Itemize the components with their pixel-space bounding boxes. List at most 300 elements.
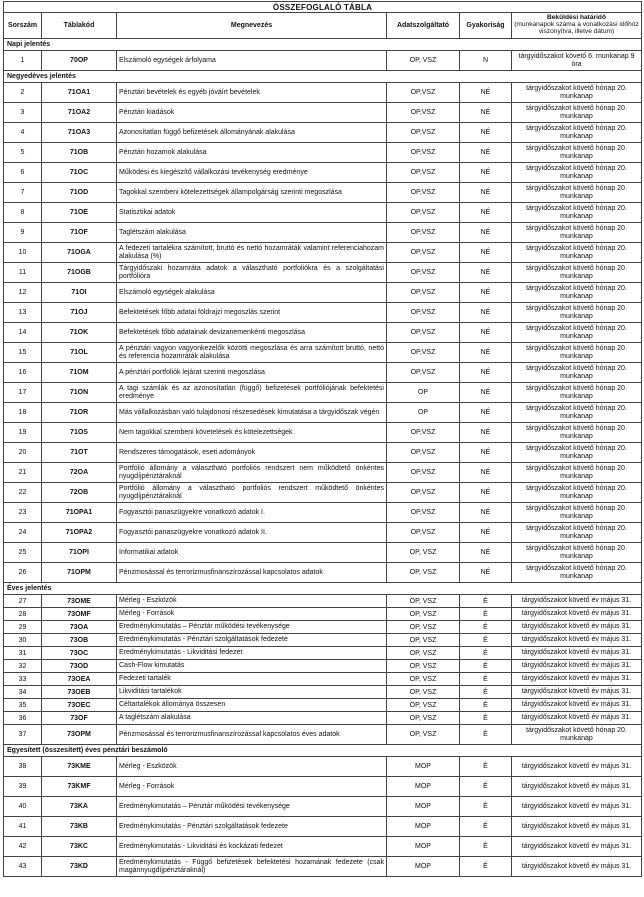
report-name: Fedezeti tartalék — [117, 673, 387, 686]
table-row — [4, 323, 642, 343]
data-provider: OP, VSZ — [387, 673, 460, 686]
table-code: 71OPA2 — [42, 523, 117, 543]
data-provider: OP, VSZ — [387, 543, 460, 563]
frequency: É — [460, 725, 512, 745]
row-number: 1 — [4, 51, 42, 71]
frequency: NÉ — [460, 123, 512, 143]
table-code: 71OK — [42, 323, 117, 343]
table-row — [4, 686, 642, 699]
data-provider: OP,VSZ — [387, 323, 460, 343]
row-number: 20 — [4, 443, 42, 463]
submission-deadline: tárgyidőszakot követő hónap 20. munkanap — [512, 483, 642, 503]
submission-deadline: tárgyidőszakot követő hónap 20. munkanap — [512, 223, 642, 243]
report-name: A fedezeti tartalékra számított, bruttó és nettó hozamráták valamint referenciahozam alakulása (%) — [117, 243, 387, 263]
table-code: 71OS — [42, 423, 117, 443]
row-number: 8 — [4, 203, 42, 223]
table-code: 71OA3 — [42, 123, 117, 143]
report-name: Eredménykimutatás - Pénztári szolgáltatások fedezete — [117, 817, 387, 837]
summary-document — [3, 1, 641, 877]
frequency: É — [460, 777, 512, 797]
data-provider: OP,VSZ — [387, 203, 460, 223]
frequency: É — [460, 837, 512, 857]
submission-deadline: tárgyidőszakot követő év május 31. — [512, 621, 642, 634]
table-row — [4, 699, 642, 712]
table-code: 73OF — [42, 712, 117, 725]
data-provider: OP,VSZ — [387, 143, 460, 163]
submission-deadline: tárgyidőszakot követő év május 31. — [512, 837, 642, 857]
report-name: Céltartalékok állománya összesen — [117, 699, 387, 712]
table-row — [4, 51, 642, 71]
frequency: É — [460, 857, 512, 877]
frequency: N — [460, 51, 512, 71]
data-provider: MOP — [387, 797, 460, 817]
report-name: Elszámoló egységek árfolyama — [117, 51, 387, 71]
submission-deadline: tárgyidőszakot követő év május 31. — [512, 608, 642, 621]
table-body — [4, 39, 642, 877]
data-provider: OP,VSZ — [387, 243, 460, 263]
submission-deadline: tárgyidőszakot követő hónap 20. munkanap — [512, 403, 642, 423]
row-number: 5 — [4, 143, 42, 163]
data-provider: OP, VSZ — [387, 712, 460, 725]
submission-deadline: tárgyidőszakot követő hónap 20. munkanap — [512, 263, 642, 283]
data-provider: OP,VSZ — [387, 303, 460, 323]
table-code: 73OA — [42, 621, 117, 634]
table-code: 71OGA — [42, 243, 117, 263]
report-name: Eredménykimutatás – Pénztár működési tevékenysége — [117, 797, 387, 817]
frequency: É — [460, 660, 512, 673]
frequency: É — [460, 608, 512, 621]
section-title: Egyesített (összesített) éves pénztári beszámoló — [4, 745, 642, 757]
section-title: Éves jelentés — [4, 583, 642, 595]
frequency: NÉ — [460, 383, 512, 403]
data-provider: MOP — [387, 837, 460, 857]
data-provider: OP,VSZ — [387, 83, 460, 103]
row-number: 6 — [4, 163, 42, 183]
row-number: 4 — [4, 123, 42, 143]
submission-deadline: tárgyidőszakot követő év május 31. — [512, 673, 642, 686]
data-provider: OP,VSZ — [387, 423, 460, 443]
frequency: NÉ — [460, 503, 512, 523]
submission-deadline: tárgyidőszakot követő hónap 20. munkanap — [512, 503, 642, 523]
row-number: 38 — [4, 757, 42, 777]
report-name: Rendszeres támogatások, eseti adományok — [117, 443, 387, 463]
table-code: 73OMF — [42, 608, 117, 621]
data-provider: OP,VSZ — [387, 343, 460, 363]
row-number: 39 — [4, 777, 42, 797]
frequency: NÉ — [460, 163, 512, 183]
row-number: 13 — [4, 303, 42, 323]
frequency: NÉ — [460, 183, 512, 203]
table-row — [4, 660, 642, 673]
table-row — [4, 634, 642, 647]
row-number: 40 — [4, 797, 42, 817]
data-provider: OP,VSZ — [387, 363, 460, 383]
table-code: 73OB — [42, 634, 117, 647]
submission-deadline: tárgyidőszakot követő hónap 20. munkanap — [512, 123, 642, 143]
frequency: NÉ — [460, 543, 512, 563]
table-row — [4, 712, 642, 725]
submission-deadline: tárgyidőszakot követő év május 31. — [512, 634, 642, 647]
submission-deadline: tárgyidőszakot követő év május 31. — [512, 595, 642, 608]
submission-deadline: tárgyidőszakot követő hónap 20. munkanap — [512, 523, 642, 543]
submission-deadline: tárgyidőszakot követő hónap 20. munkanap — [512, 323, 642, 343]
table-code: 73KMF — [42, 777, 117, 797]
data-provider: OP, VSZ — [387, 660, 460, 673]
table-row — [4, 103, 642, 123]
data-provider: OP, VSZ — [387, 725, 460, 745]
submission-deadline: tárgyidőszakot követő hónap 20. munkanap — [512, 383, 642, 403]
submission-deadline: tárgyidőszakot követő év május 31. — [512, 777, 642, 797]
frequency: É — [460, 757, 512, 777]
table-code: 73KME — [42, 757, 117, 777]
report-name: Fogyasztói panaszügyekre vonatkozó adatok I. — [117, 503, 387, 523]
data-provider: OP,VSZ — [387, 483, 460, 503]
table-code: 71OE — [42, 203, 117, 223]
section-title: Napi jelentés — [4, 39, 642, 51]
submission-deadline: tárgyidőszakot követő hónap 20. munkanap — [512, 543, 642, 563]
row-number: 3 — [4, 103, 42, 123]
frequency: É — [460, 673, 512, 686]
table-code: 71OB — [42, 143, 117, 163]
table-code: 73KC — [42, 837, 117, 857]
table-row — [4, 363, 642, 383]
table-code: 72OA — [42, 463, 117, 483]
row-number: 2 — [4, 83, 42, 103]
row-number: 7 — [4, 183, 42, 203]
table-row — [4, 263, 642, 283]
table-code: 70OP — [42, 51, 117, 71]
report-name: Pénztári hozamok alakulása — [117, 143, 387, 163]
row-number: 28 — [4, 608, 42, 621]
table-row — [4, 403, 642, 423]
table-row — [4, 647, 642, 660]
report-name: Működési és kiegészítő vállalkozási tevékenység eredménye — [117, 163, 387, 183]
row-number: 37 — [4, 725, 42, 745]
submission-deadline: tárgyidőszakot követő hónap 20. munkanap — [512, 725, 642, 745]
report-name: Pénzmosással és terrorizmusfinanszírozással kapcsolatos adatok — [117, 563, 387, 583]
report-name: Tagokkal szembeni kötelezettségek állampolgárság szerinti megoszlása — [117, 183, 387, 203]
table-code: 71OA1 — [42, 83, 117, 103]
table-row — [4, 223, 642, 243]
report-name: Mérleg - Források — [117, 777, 387, 797]
frequency: É — [460, 712, 512, 725]
section-header-row — [4, 71, 642, 83]
frequency: NÉ — [460, 443, 512, 463]
frequency: NÉ — [460, 423, 512, 443]
table-row — [4, 777, 642, 797]
table-code: 71OR — [42, 403, 117, 423]
submission-deadline: tárgyidőszakot követő év május 31. — [512, 797, 642, 817]
report-name: A pénztári portfoliók lejárat szerinti megoszlása — [117, 363, 387, 383]
row-number: 9 — [4, 223, 42, 243]
row-number: 26 — [4, 563, 42, 583]
data-provider: OP,VSZ — [387, 463, 460, 483]
frequency: NÉ — [460, 323, 512, 343]
col-header-no: Sorszám — [4, 13, 42, 39]
table-title: ÖSSZEFOGLALÓ TÁBLA — [4, 2, 642, 13]
submission-deadline: tárgyidőszakot követő év május 31. — [512, 757, 642, 777]
table-code: 73OEC — [42, 699, 117, 712]
table-row — [4, 757, 642, 777]
data-provider: OP,VSZ — [387, 223, 460, 243]
table-code: 71OPI — [42, 543, 117, 563]
frequency: É — [460, 686, 512, 699]
submission-deadline: tárgyidőszakot követő hónap 20. munkanap — [512, 463, 642, 483]
report-name: Mérleg - Eszközök — [117, 595, 387, 608]
col-header-provider: Adatszolgáltató — [387, 13, 460, 39]
frequency: NÉ — [460, 263, 512, 283]
header-row — [4, 13, 642, 39]
table-row — [4, 621, 642, 634]
frequency: NÉ — [460, 303, 512, 323]
table-code: 73KB — [42, 817, 117, 837]
row-number: 24 — [4, 523, 42, 543]
submission-deadline: tárgyidőszakot követő hónap 20. munkanap — [512, 143, 642, 163]
table-row — [4, 595, 642, 608]
table-row — [4, 563, 642, 583]
row-number: 23 — [4, 503, 42, 523]
report-name: Portfólió állomány a választható portfoliós rendszert működtető önkéntes nyugdíjpénztáraknál — [117, 483, 387, 503]
table-code: 71OL — [42, 343, 117, 363]
row-number: 18 — [4, 403, 42, 423]
row-number: 21 — [4, 463, 42, 483]
frequency: NÉ — [460, 563, 512, 583]
col-header-deadline-subtitle: (munkanapok száma a vonatkozási időhöz viszonyítva, illetve dátum) — [514, 21, 639, 35]
row-number: 42 — [4, 837, 42, 857]
table-row — [4, 543, 642, 563]
table-code: 73OME — [42, 595, 117, 608]
report-name: Fogyasztói panaszügyekre vonatkozó adatok II. — [117, 523, 387, 543]
report-name: Nem tagokkal szembeni követelések és kötelezettségek — [117, 423, 387, 443]
data-provider: OP, VSZ — [387, 686, 460, 699]
table-row — [4, 203, 642, 223]
report-name: Portfólió állomány a választható portfoliós rendszert nem működtető önkéntes nyugdíjpénztáraknál — [117, 463, 387, 483]
row-number: 25 — [4, 543, 42, 563]
row-number: 16 — [4, 363, 42, 383]
col-header-name: Megnevezés — [117, 13, 387, 39]
col-header-code: Táblakód — [42, 13, 117, 39]
submission-deadline: tárgyidőszakot követő év május 31. — [512, 660, 642, 673]
report-name: Pénztári bevételek és egyéb jóváírt bevételek — [117, 83, 387, 103]
table-code: 71ON — [42, 383, 117, 403]
table-code: 71OD — [42, 183, 117, 203]
table-row — [4, 143, 642, 163]
table-code: 71OJ — [42, 303, 117, 323]
table-row — [4, 817, 642, 837]
col-header-frequency: Gyakoriság — [460, 13, 512, 39]
frequency: É — [460, 621, 512, 634]
report-name: Taglétszám alakulása — [117, 223, 387, 243]
data-provider: OP, VSZ — [387, 634, 460, 647]
table-row — [4, 243, 642, 263]
row-number: 11 — [4, 263, 42, 283]
report-name: Pénzmosással és terrorizmusfinanszírozással kapcsolatos éves adatok — [117, 725, 387, 745]
table-row — [4, 725, 642, 745]
row-number: 31 — [4, 647, 42, 660]
submission-deadline: tárgyidőszakot követő hónap 20. munkanap — [512, 103, 642, 123]
section-header-row — [4, 39, 642, 51]
row-number: 15 — [4, 343, 42, 363]
frequency: NÉ — [460, 483, 512, 503]
frequency: É — [460, 647, 512, 660]
report-name: Mérleg - Eszközök — [117, 757, 387, 777]
row-number: 33 — [4, 673, 42, 686]
data-provider: MOP — [387, 757, 460, 777]
submission-deadline: tárgyidőszakot követő év május 31. — [512, 857, 642, 877]
data-provider: OP, VSZ — [387, 621, 460, 634]
submission-deadline: tárgyidőszakot követő év május 31. — [512, 817, 642, 837]
data-provider: OP, VSZ — [387, 699, 460, 712]
report-name: Eredménykimutatás - Pénztári szolgáltatások fedezete — [117, 634, 387, 647]
section-header-row — [4, 583, 642, 595]
data-provider: OP, VSZ — [387, 647, 460, 660]
data-provider: OP,VSZ — [387, 443, 460, 463]
table-row — [4, 483, 642, 503]
row-number: 43 — [4, 857, 42, 877]
table-code: 73OPM — [42, 725, 117, 745]
section-header-row — [4, 745, 642, 757]
frequency: NÉ — [460, 243, 512, 263]
frequency: NÉ — [460, 343, 512, 363]
frequency: É — [460, 797, 512, 817]
row-number: 14 — [4, 323, 42, 343]
frequency: NÉ — [460, 223, 512, 243]
row-number: 41 — [4, 817, 42, 837]
report-name: Azonosítatlan függő befizetések állományának alakulása — [117, 123, 387, 143]
data-provider: OP — [387, 403, 460, 423]
row-number: 36 — [4, 712, 42, 725]
row-number: 27 — [4, 595, 42, 608]
table-row — [4, 503, 642, 523]
table-code: 71OC — [42, 163, 117, 183]
data-provider: MOP — [387, 777, 460, 797]
table-row — [4, 183, 642, 203]
submission-deadline: tárgyidőszakot követő hónap 20. munkanap — [512, 183, 642, 203]
row-number: 17 — [4, 383, 42, 403]
submission-deadline: tárgyidőszakot követő hónap 20. munkanap — [512, 243, 642, 263]
submission-deadline: tárgyidőszakot követő hónap 20. munkanap — [512, 203, 642, 223]
data-provider: OP,VSZ — [387, 123, 460, 143]
report-name: Cash-Flow kimutatás — [117, 660, 387, 673]
table-code: 71OI — [42, 283, 117, 303]
report-name: A taglétszám alakulása — [117, 712, 387, 725]
data-provider: OP, VSZ — [387, 595, 460, 608]
data-provider: OP, VSZ — [387, 563, 460, 583]
frequency: É — [460, 595, 512, 608]
submission-deadline: tárgyidőszakot követő hónap 20. munkanap — [512, 303, 642, 323]
table-row — [4, 523, 642, 543]
table-code: 71OF — [42, 223, 117, 243]
submission-deadline: tárgyidőszakot követő 6. munkanap 9 óra — [512, 51, 642, 71]
frequency: NÉ — [460, 403, 512, 423]
frequency: É — [460, 634, 512, 647]
table-code: 73OEA — [42, 673, 117, 686]
table-code: 71OGB — [42, 263, 117, 283]
summary-table — [3, 1, 642, 877]
data-provider: OP, VSZ — [387, 51, 460, 71]
row-number: 32 — [4, 660, 42, 673]
data-provider: OP,VSZ — [387, 163, 460, 183]
row-number: 19 — [4, 423, 42, 443]
submission-deadline: tárgyidőszakot követő év május 31. — [512, 699, 642, 712]
table-row — [4, 423, 642, 443]
frequency: NÉ — [460, 463, 512, 483]
submission-deadline: tárgyidőszakot követő hónap 20. munkanap — [512, 163, 642, 183]
row-number: 12 — [4, 283, 42, 303]
col-header-deadline-title: Beküldési határidő — [547, 14, 606, 22]
section-title: Negyedéves jelentés — [4, 71, 642, 83]
report-name: Eredménykimutatás - Likviditási és kockázati fedezet — [117, 837, 387, 857]
frequency: NÉ — [460, 283, 512, 303]
table-code: 71OPM — [42, 563, 117, 583]
table-row — [4, 673, 642, 686]
table-row — [4, 343, 642, 363]
report-name: A tagi számlák és az azonosítatlan (függő) befizetések portfóliójának befektetési eredménye — [117, 383, 387, 403]
frequency: NÉ — [460, 83, 512, 103]
data-provider: OP,VSZ — [387, 263, 460, 283]
table-code: 71OA2 — [42, 103, 117, 123]
report-name: Tárgyidőszaki hozamráta adatok a választható portfoliókra és a szolgáltatási portfólióra — [117, 263, 387, 283]
row-number: 34 — [4, 686, 42, 699]
report-name: Eredménykimutatás - Függő befizetések befektetési hozamának fedezete (csak magánnyugdíjpénztáraknál) — [117, 857, 387, 877]
report-name: Más vállalkozásban való tulajdonosi részesedések kimutatása a tárgyidőszak végén — [117, 403, 387, 423]
data-provider: OP,VSZ — [387, 183, 460, 203]
table-row — [4, 443, 642, 463]
submission-deadline: tárgyidőszakot követő hónap 20. munkanap — [512, 343, 642, 363]
table-row — [4, 163, 642, 183]
report-name: Elszámoló egységek alakulása — [117, 283, 387, 303]
report-name: Pénztári kiadások — [117, 103, 387, 123]
report-name: Eredménykimutatás - Likviditási fedezet — [117, 647, 387, 660]
frequency: NÉ — [460, 203, 512, 223]
report-name: Befektetések főbb adatainak devizanemenkénti megoszlása — [117, 323, 387, 343]
table-code: 73OEB — [42, 686, 117, 699]
data-provider: MOP — [387, 817, 460, 837]
row-number: 10 — [4, 243, 42, 263]
table-code: 71OM — [42, 363, 117, 383]
table-code: 71OT — [42, 443, 117, 463]
row-number: 35 — [4, 699, 42, 712]
data-provider: OP — [387, 383, 460, 403]
table-row — [4, 608, 642, 621]
data-provider: MOP — [387, 857, 460, 877]
report-name: Statisztikai adatok — [117, 203, 387, 223]
data-provider: OP,VSZ — [387, 103, 460, 123]
table-row — [4, 283, 642, 303]
row-number: 22 — [4, 483, 42, 503]
row-number: 29 — [4, 621, 42, 634]
table-code: 71OPA1 — [42, 503, 117, 523]
report-name: Eredménykimutatás – Pénztár működési tevékenysége — [117, 621, 387, 634]
report-name: Befektetések főbb adatai földrajzi megoszlás szerint — [117, 303, 387, 323]
submission-deadline: tárgyidőszakot követő hónap 20. munkanap — [512, 563, 642, 583]
frequency: É — [460, 817, 512, 837]
submission-deadline: tárgyidőszakot követő év május 31. — [512, 647, 642, 660]
report-name: Informatikai adatok — [117, 543, 387, 563]
data-provider: OP,VSZ — [387, 283, 460, 303]
submission-deadline: tárgyidőszakot követő év május 31. — [512, 686, 642, 699]
frequency: NÉ — [460, 103, 512, 123]
table-row — [4, 463, 642, 483]
table-code: 73KA — [42, 797, 117, 817]
table-row — [4, 123, 642, 143]
col-header-deadline — [512, 13, 642, 39]
submission-deadline: tárgyidőszakot követő hónap 20. munkanap — [512, 283, 642, 303]
submission-deadline: tárgyidőszakot követő hónap 20. munkanap — [512, 83, 642, 103]
table-code: 73KD — [42, 857, 117, 877]
table-row — [4, 857, 642, 877]
data-provider: OP,VSZ — [387, 523, 460, 543]
